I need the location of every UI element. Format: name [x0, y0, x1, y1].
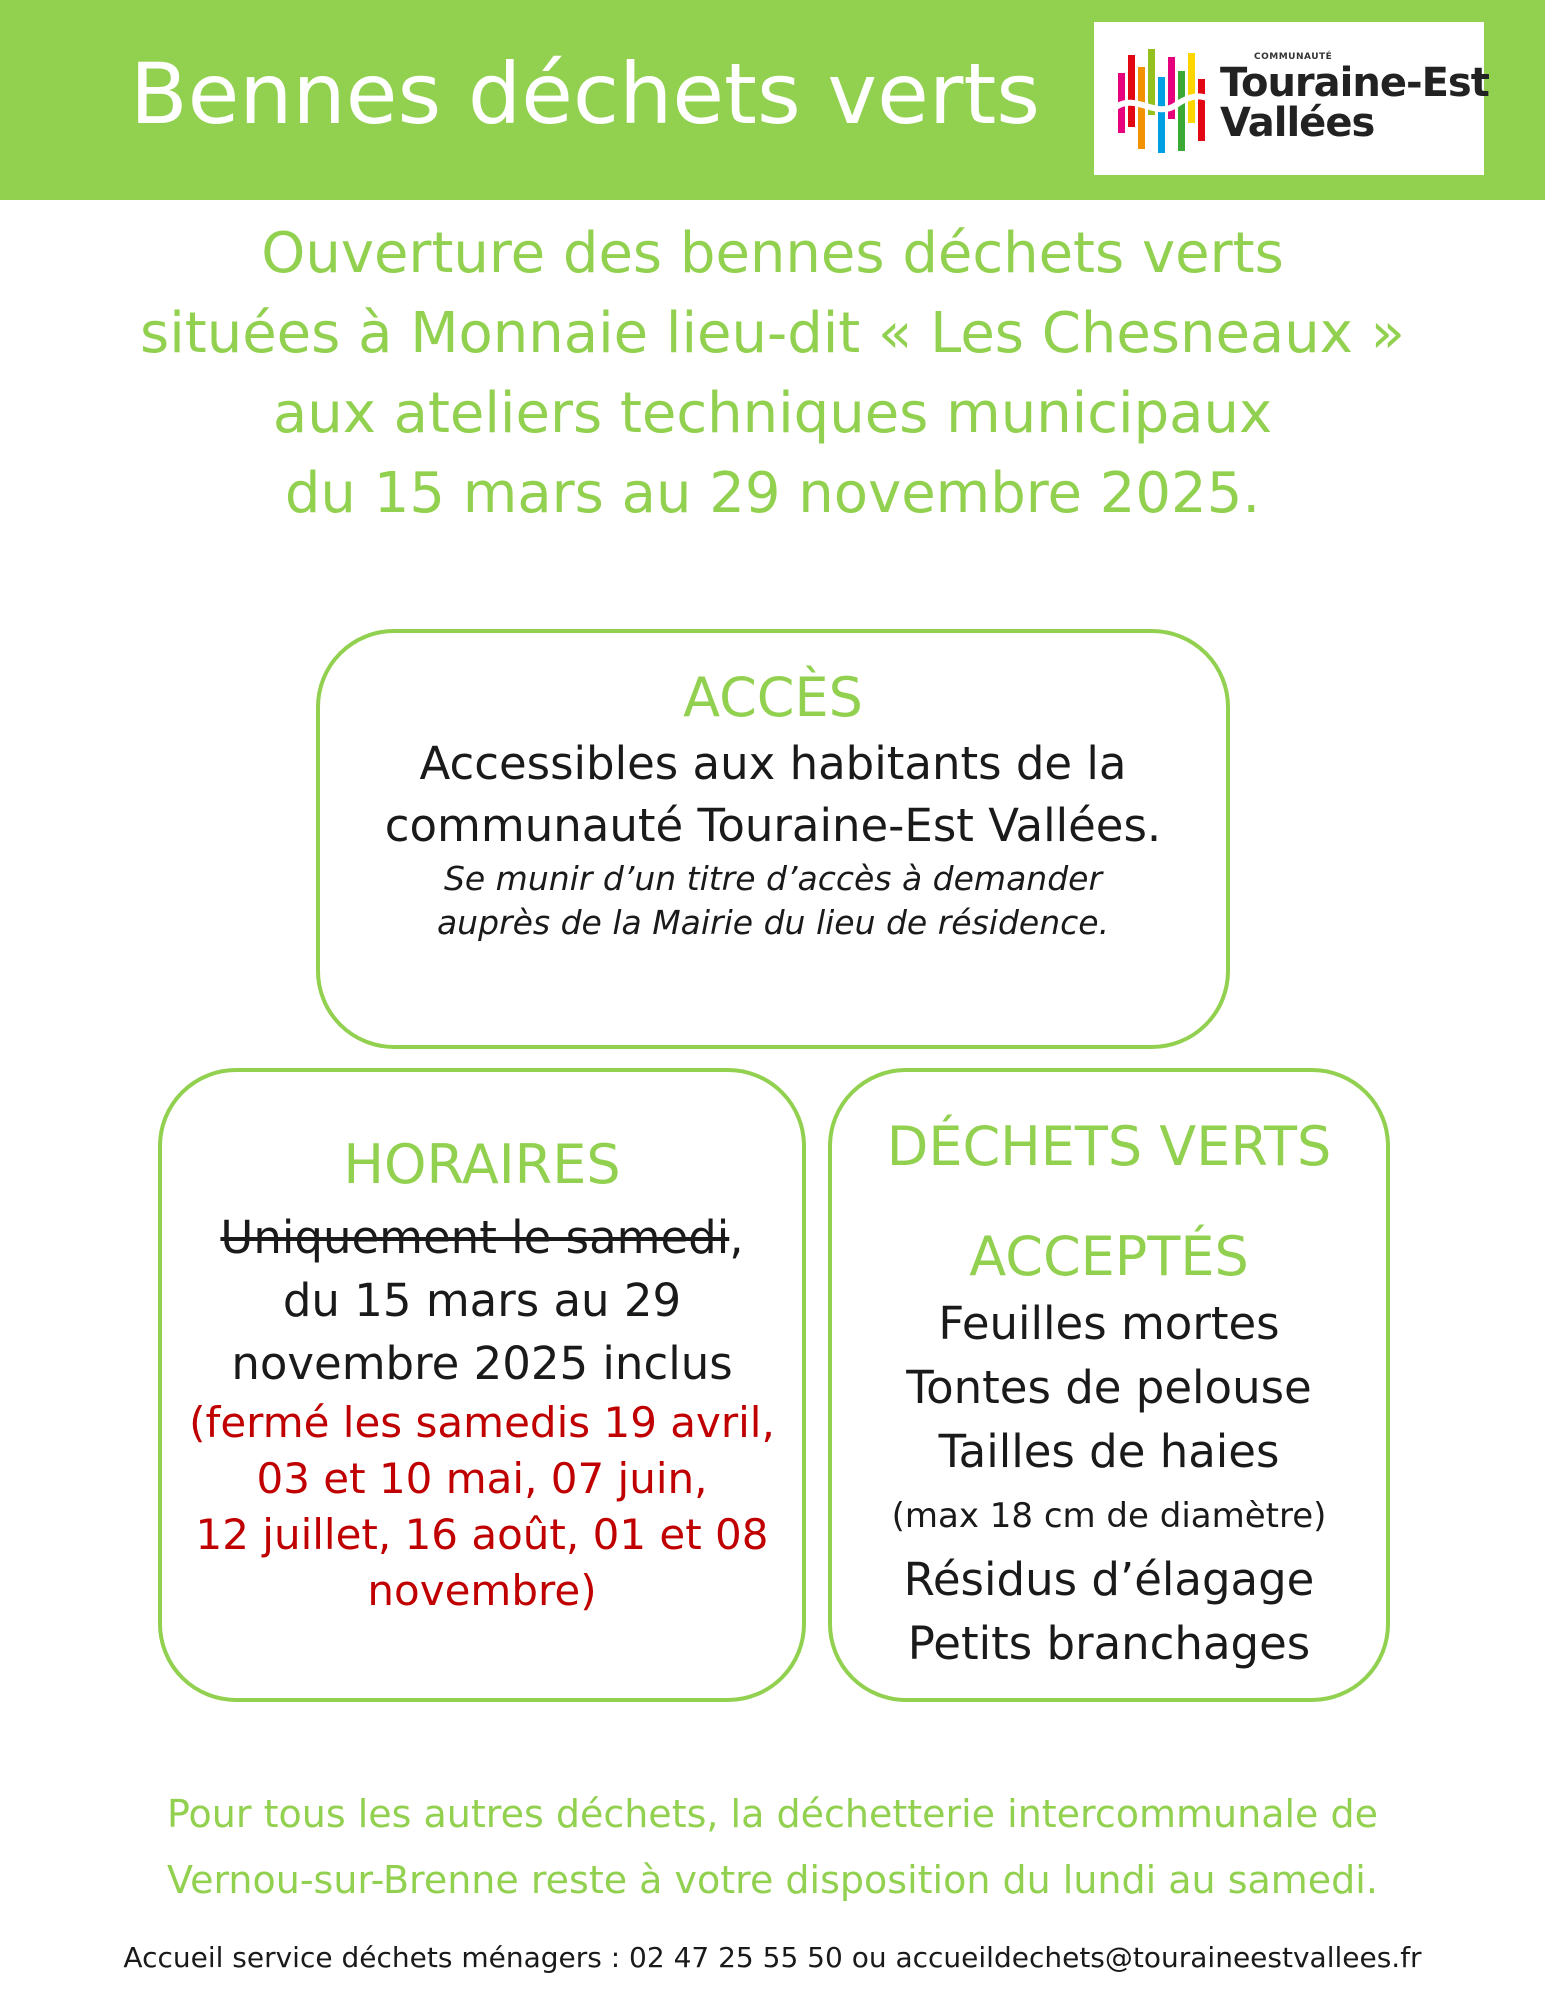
closed-dates-line: 12 juillet, 16 août, 01 et 08	[195, 1510, 769, 1559]
dechets-item: Tailles de haies	[938, 1425, 1280, 1478]
intro-text	[100, 214, 1445, 534]
logo-small-text: COMMUNAUTÉ	[1254, 52, 1333, 62]
footer-line: Vernou-sur-Brenne reste à votre disposition du lundi au samedi.	[167, 1858, 1378, 1902]
header-banner	[0, 0, 1545, 200]
logo-line-1: Touraine-Est	[1220, 60, 1489, 106]
horaires-box	[158, 1068, 806, 1702]
horaires-line: du 15 mars au 29	[282, 1274, 682, 1327]
dechets-title-line-1: DÉCHETS VERTS	[886, 1115, 1332, 1178]
struck-suffix: ,	[729, 1211, 744, 1264]
intro-line: Ouverture des bennes déchets verts	[261, 221, 1284, 286]
dechets-title-line-2: ACCEPTÉS	[969, 1225, 1249, 1288]
contact-line: Accueil service déchets ménagers : 02 47 25 55 50 ou accueildechets@touraineestvallees.fr	[123, 1941, 1422, 1974]
dechets-item: Tontes de pelouse	[906, 1361, 1312, 1414]
acces-box	[316, 629, 1230, 1049]
acces-line: communauté Touraine-Est Vallées.	[384, 799, 1162, 852]
page-title: Bennes déchets verts	[130, 45, 1041, 143]
dechets-item: Résidus d’élagage	[903, 1553, 1315, 1606]
acces-note: Se munir d’un titre d’accès à demander	[443, 859, 1103, 898]
acces-line: Accessibles aux habitants de la	[419, 737, 1127, 790]
logo	[1094, 22, 1489, 175]
closed-dates-line: (fermé les samedis 19 avril,	[189, 1398, 775, 1447]
acces-note: auprès de la Mairie du lieu de résidence.	[436, 903, 1110, 942]
acces-title: ACCÈS	[683, 666, 863, 729]
dechets-item: Feuilles mortes	[938, 1297, 1280, 1350]
footer-text	[100, 1781, 1445, 1913]
logo-stripes-icon	[1116, 43, 1216, 158]
closed-dates-line: novembre)	[367, 1566, 597, 1615]
horaires-struck-line	[162, 1206, 802, 1269]
struck-text: Uniquement le samedi	[220, 1211, 730, 1264]
horaires-title: HORAIRES	[343, 1133, 621, 1196]
dechets-item: Petits branchages	[907, 1617, 1311, 1670]
horaires-line: novembre 2025 inclus	[231, 1337, 733, 1390]
dechets-size-note: (max 18 cm de diamètre)	[891, 1496, 1327, 1536]
intro-line: du 15 mars au 29 novembre 2025.	[284, 461, 1261, 526]
closed-dates-line: 03 et 10 mai, 07 juin,	[256, 1454, 708, 1503]
intro-line: situées à Monnaie lieu-dit « Les Chesneaux »	[140, 301, 1405, 366]
footer-line: Pour tous les autres déchets, la déchetterie intercommunale de	[167, 1792, 1378, 1836]
intro-line: aux ateliers techniques municipaux	[272, 381, 1273, 446]
dechets-box	[828, 1068, 1390, 1702]
logo-line-2: Vallées	[1220, 100, 1375, 146]
